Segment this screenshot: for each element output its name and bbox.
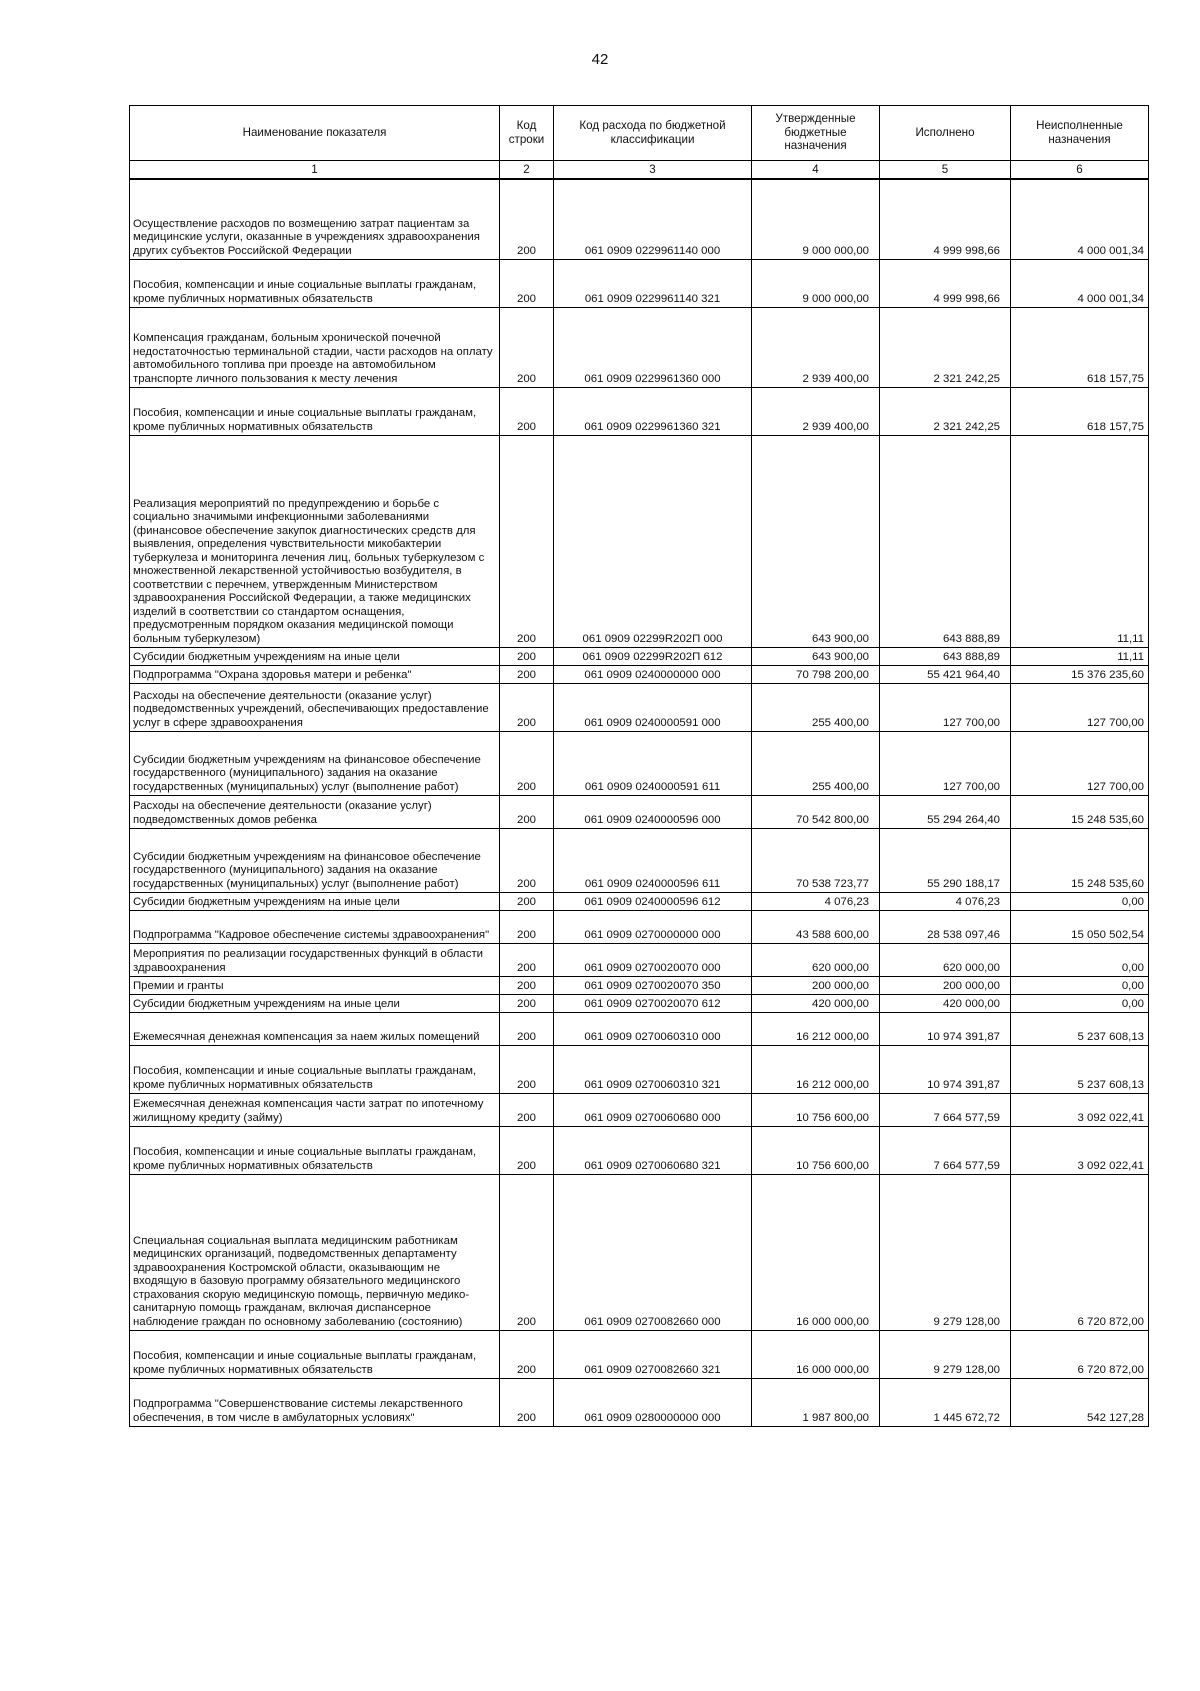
table-row	[130, 648, 1149, 666]
header-expense-code: Код расхода по бюджетной классификации	[554, 106, 752, 161]
row-approved-amount: 620 000,00	[752, 944, 880, 977]
row-line-code: 200	[500, 666, 554, 684]
row-name: Субсидии бюджетным учреждениям на финансовое обеспечение государственного (муниципального) задания на оказание государственных (муниципальных) услуг (выполнение работ)	[130, 829, 500, 893]
table-row	[130, 1127, 1149, 1175]
row-expense-code: 061 0909 0240000596 612	[554, 893, 752, 911]
table-row	[130, 1331, 1149, 1379]
column-number: 2	[500, 161, 554, 180]
row-executed-amount: 620 000,00	[880, 944, 1011, 977]
table-row	[130, 388, 1149, 436]
row-unexecuted-amount: 618 157,75	[1011, 308, 1149, 388]
row-name: Пособия, компенсации и иные социальные выплаты гражданам, кроме публичных нормативных обязательств	[130, 1331, 500, 1379]
row-approved-amount: 2 939 400,00	[752, 388, 880, 436]
row-approved-amount: 10 756 600,00	[752, 1127, 880, 1175]
row-executed-amount: 200 000,00	[880, 977, 1011, 995]
row-approved-amount: 10 756 600,00	[752, 1094, 880, 1127]
row-unexecuted-amount: 3 092 022,41	[1011, 1094, 1149, 1127]
row-executed-amount: 2 321 242,25	[880, 308, 1011, 388]
table-row	[130, 911, 1149, 944]
row-unexecuted-amount: 4 000 001,34	[1011, 179, 1149, 260]
header-approved: Утвержденные бюджетные назначения	[752, 106, 880, 161]
row-name: Специальная социальная выплата медицинским работникам медицинских организаций, подведомственных департаменту здравоохранения Костромской области, оказывающим не входящую в базовую программу обязательного медицинского страхования скорую медицинскую помощь, первичную медико-санитарную помощь гражданам, включая диспансерное наблюдение граждан по основному заболеванию (состоянию)	[130, 1175, 500, 1331]
row-name: Реализация мероприятий по предупреждению и борьбе с социально значимыми инфекционными заболеваниями (финансовое обеспечение закупок диагностических средств для выявления, определения чувствительности микобактерии туберкулеза и мониторинга лечения лиц, больных туберкулезом с множественной лекарственной устойчивостью возбудителя, в соответствии с перечнем, утвержденным Министерством здравоохранения Российской Федерации, а также медицинских изделий в соответствии со стандартом оснащения, предусмотренным порядком оказания медицинской помощи больным туберкулезом)	[130, 436, 500, 648]
table-row	[130, 796, 1149, 829]
header-row	[130, 106, 1149, 161]
row-line-code: 200	[500, 1331, 554, 1379]
row-executed-amount: 4 999 998,66	[880, 260, 1011, 308]
row-name: Мероприятия по реализации государственных функций в области здравоохранения	[130, 944, 500, 977]
row-name: Компенсация гражданам, больным хронической почечной недостаточностью терминальной стадии, части расходов на оплату автомобильного топлива при проезде на автомобильном транспорте личного пользования к месту лечения	[130, 308, 500, 388]
row-expense-code: 061 0909 0270020070 000	[554, 944, 752, 977]
row-line-code: 200	[500, 648, 554, 666]
header-unexecuted: Неисполненные назначения	[1011, 106, 1149, 161]
row-unexecuted-amount: 542 127,28	[1011, 1379, 1149, 1427]
header-executed: Исполнено	[880, 106, 1011, 161]
row-executed-amount: 127 700,00	[880, 684, 1011, 732]
row-expense-code: 061 0909 0229961140 000	[554, 179, 752, 260]
budget-execution-table	[129, 105, 1149, 1427]
row-name: Пособия, компенсации и иные социальные выплаты гражданам, кроме публичных нормативных обязательств	[130, 260, 500, 308]
row-line-code: 200	[500, 308, 554, 388]
header-indicator-name: Наименование показателя	[130, 106, 500, 161]
row-name: Субсидии бюджетным учреждениям на финансовое обеспечение государственного (муниципального) задания на оказание государственных (муниципальных) услуг (выполнение работ)	[130, 732, 500, 796]
row-line-code: 200	[500, 977, 554, 995]
row-unexecuted-amount: 0,00	[1011, 944, 1149, 977]
table-row	[130, 944, 1149, 977]
table-row	[130, 1094, 1149, 1127]
row-expense-code: 061 0909 0270082660 000	[554, 1175, 752, 1331]
row-line-code: 200	[500, 893, 554, 911]
column-number: 4	[752, 161, 880, 180]
row-line-code: 200	[500, 1013, 554, 1046]
table-row	[130, 1046, 1149, 1094]
row-unexecuted-amount: 11,11	[1011, 436, 1149, 648]
row-unexecuted-amount: 3 092 022,41	[1011, 1127, 1149, 1175]
row-executed-amount: 28 538 097,46	[880, 911, 1011, 944]
row-unexecuted-amount: 15 050 502,54	[1011, 911, 1149, 944]
row-expense-code: 061 0909 0240000596 000	[554, 796, 752, 829]
row-unexecuted-amount: 0,00	[1011, 995, 1149, 1013]
row-approved-amount: 9 000 000,00	[752, 179, 880, 260]
row-executed-amount: 4 076,23	[880, 893, 1011, 911]
row-name: Ежемесячная денежная компенсация за наем жилых помещений	[130, 1013, 500, 1046]
column-number: 5	[880, 161, 1011, 180]
row-executed-amount: 9 279 128,00	[880, 1331, 1011, 1379]
row-executed-amount: 10 974 391,87	[880, 1013, 1011, 1046]
row-unexecuted-amount: 11,11	[1011, 648, 1149, 666]
row-unexecuted-amount: 15 248 535,60	[1011, 796, 1149, 829]
row-expense-code: 061 0909 0280000000 000	[554, 1379, 752, 1427]
row-unexecuted-amount: 6 720 872,00	[1011, 1331, 1149, 1379]
row-line-code: 200	[500, 796, 554, 829]
table-row	[130, 1175, 1149, 1331]
row-name: Подпрограмма "Охрана здоровья матери и ребенка"	[130, 666, 500, 684]
row-line-code: 200	[500, 1379, 554, 1427]
row-approved-amount: 70 538 723,77	[752, 829, 880, 893]
table-row	[130, 308, 1149, 388]
row-executed-amount: 55 421 964,40	[880, 666, 1011, 684]
row-name: Подпрограмма "Кадровое обеспечение системы здравоохранения"	[130, 911, 500, 944]
row-line-code: 200	[500, 911, 554, 944]
header-line-code: Код строки	[500, 106, 554, 161]
row-executed-amount: 643 888,89	[880, 436, 1011, 648]
table-row	[130, 260, 1149, 308]
row-unexecuted-amount: 15 376 235,60	[1011, 666, 1149, 684]
row-name: Ежемесячная денежная компенсация части затрат по ипотечному жилищному кредиту (займу)	[130, 1094, 500, 1127]
row-name: Пособия, компенсации и иные социальные выплаты гражданам, кроме публичных нормативных обязательств	[130, 388, 500, 436]
row-line-code: 200	[500, 944, 554, 977]
row-unexecuted-amount: 5 237 608,13	[1011, 1013, 1149, 1046]
row-expense-code: 061 0909 02299R202П 612	[554, 648, 752, 666]
table-row	[130, 666, 1149, 684]
row-expense-code: 061 0909 0229961360 000	[554, 308, 752, 388]
row-expense-code: 061 0909 0229961140 321	[554, 260, 752, 308]
row-line-code: 200	[500, 1094, 554, 1127]
row-name: Премии и гранты	[130, 977, 500, 995]
row-expense-code: 061 0909 0240000591 000	[554, 684, 752, 732]
row-approved-amount: 16 000 000,00	[752, 1331, 880, 1379]
table-row	[130, 1379, 1149, 1427]
row-approved-amount: 70 542 800,00	[752, 796, 880, 829]
row-approved-amount: 255 400,00	[752, 684, 880, 732]
table-row	[130, 995, 1149, 1013]
page-number: 42	[591, 51, 609, 68]
row-expense-code: 061 0909 0270060310 321	[554, 1046, 752, 1094]
column-number: 3	[554, 161, 752, 180]
row-approved-amount: 420 000,00	[752, 995, 880, 1013]
row-executed-amount: 55 294 264,40	[880, 796, 1011, 829]
row-executed-amount: 127 700,00	[880, 732, 1011, 796]
row-executed-amount: 55 290 188,17	[880, 829, 1011, 893]
table-row	[130, 977, 1149, 995]
row-expense-code: 061 0909 0270020070 612	[554, 995, 752, 1013]
table-row	[130, 893, 1149, 911]
row-approved-amount: 16 212 000,00	[752, 1046, 880, 1094]
row-executed-amount: 7 664 577,59	[880, 1127, 1011, 1175]
row-name: Расходы на обеспечение деятельности (оказание услуг) подведомственных домов ребенка	[130, 796, 500, 829]
row-executed-amount: 420 000,00	[880, 995, 1011, 1013]
row-unexecuted-amount: 127 700,00	[1011, 732, 1149, 796]
row-expense-code: 061 0909 0270060680 321	[554, 1127, 752, 1175]
row-unexecuted-amount: 618 157,75	[1011, 388, 1149, 436]
row-executed-amount: 1 445 672,72	[880, 1379, 1011, 1427]
row-unexecuted-amount: 6 720 872,00	[1011, 1175, 1149, 1331]
row-line-code: 200	[500, 995, 554, 1013]
row-line-code: 200	[500, 1046, 554, 1094]
row-expense-code: 061 0909 0240000596 611	[554, 829, 752, 893]
row-unexecuted-amount: 0,00	[1011, 977, 1149, 995]
row-executed-amount: 9 279 128,00	[880, 1175, 1011, 1331]
row-executed-amount: 643 888,89	[880, 648, 1011, 666]
row-line-code: 200	[500, 684, 554, 732]
row-line-code: 200	[500, 1127, 554, 1175]
row-name: Субсидии бюджетным учреждениям на иные цели	[130, 648, 500, 666]
row-approved-amount: 643 900,00	[752, 436, 880, 648]
row-name: Субсидии бюджетным учреждениям на иные цели	[130, 995, 500, 1013]
row-executed-amount: 7 664 577,59	[880, 1094, 1011, 1127]
table-body	[130, 179, 1149, 1427]
row-approved-amount: 4 076,23	[752, 893, 880, 911]
row-expense-code: 061 0909 0270000000 000	[554, 911, 752, 944]
row-approved-amount: 2 939 400,00	[752, 308, 880, 388]
row-approved-amount: 9 000 000,00	[752, 260, 880, 308]
row-unexecuted-amount: 15 248 535,60	[1011, 829, 1149, 893]
row-line-code: 200	[500, 260, 554, 308]
row-expense-code: 061 0909 02299R202П 000	[554, 436, 752, 648]
row-expense-code: 061 0909 0240000000 000	[554, 666, 752, 684]
row-unexecuted-amount: 127 700,00	[1011, 684, 1149, 732]
table-row	[130, 829, 1149, 893]
column-number: 1	[130, 161, 500, 180]
row-line-code: 200	[500, 436, 554, 648]
column-number-row	[130, 161, 1149, 180]
table-row	[130, 732, 1149, 796]
row-line-code: 200	[500, 388, 554, 436]
row-line-code: 200	[500, 179, 554, 260]
row-unexecuted-amount: 5 237 608,13	[1011, 1046, 1149, 1094]
row-approved-amount: 43 588 600,00	[752, 911, 880, 944]
row-line-code: 200	[500, 1175, 554, 1331]
row-line-code: 200	[500, 829, 554, 893]
row-executed-amount: 2 321 242,25	[880, 388, 1011, 436]
row-expense-code: 061 0909 0270060680 000	[554, 1094, 752, 1127]
row-expense-code: 061 0909 0270020070 350	[554, 977, 752, 995]
table-row	[130, 436, 1149, 648]
row-line-code: 200	[500, 732, 554, 796]
row-approved-amount: 643 900,00	[752, 648, 880, 666]
row-approved-amount: 16 000 000,00	[752, 1175, 880, 1331]
row-name: Субсидии бюджетным учреждениям на иные цели	[130, 893, 500, 911]
row-approved-amount: 255 400,00	[752, 732, 880, 796]
row-name: Пособия, компенсации и иные социальные выплаты гражданам, кроме публичных нормативных обязательств	[130, 1046, 500, 1094]
row-unexecuted-amount: 4 000 001,34	[1011, 260, 1149, 308]
row-expense-code: 061 0909 0270060310 000	[554, 1013, 752, 1046]
row-name: Подпрограмма "Совершенствование системы лекарственного обеспечения, в том числе в амбулаторных условиях"	[130, 1379, 500, 1427]
table-row	[130, 684, 1149, 732]
row-approved-amount: 70 798 200,00	[752, 666, 880, 684]
row-expense-code: 061 0909 0240000591 611	[554, 732, 752, 796]
row-executed-amount: 10 974 391,87	[880, 1046, 1011, 1094]
row-approved-amount: 16 212 000,00	[752, 1013, 880, 1046]
row-expense-code: 061 0909 0229961360 321	[554, 388, 752, 436]
row-executed-amount: 4 999 998,66	[880, 179, 1011, 260]
row-name: Пособия, компенсации и иные социальные выплаты гражданам, кроме публичных нормативных обязательств	[130, 1127, 500, 1175]
row-approved-amount: 200 000,00	[752, 977, 880, 995]
row-expense-code: 061 0909 0270082660 321	[554, 1331, 752, 1379]
row-approved-amount: 1 987 800,00	[752, 1379, 880, 1427]
row-name: Расходы на обеспечение деятельности (оказание услуг) подведомственных учреждений, обеспечивающих предоставление услуг в сфере здравоохранения	[130, 684, 500, 732]
table-row	[130, 179, 1149, 260]
table-row	[130, 1013, 1149, 1046]
row-unexecuted-amount: 0,00	[1011, 893, 1149, 911]
row-name: Осуществление расходов по возмещению затрат пациентам за медицинские услуги, оказанные в учреждениях здравоохранения других субъектов Российской Федерации	[130, 179, 500, 260]
column-number: 6	[1011, 161, 1149, 180]
